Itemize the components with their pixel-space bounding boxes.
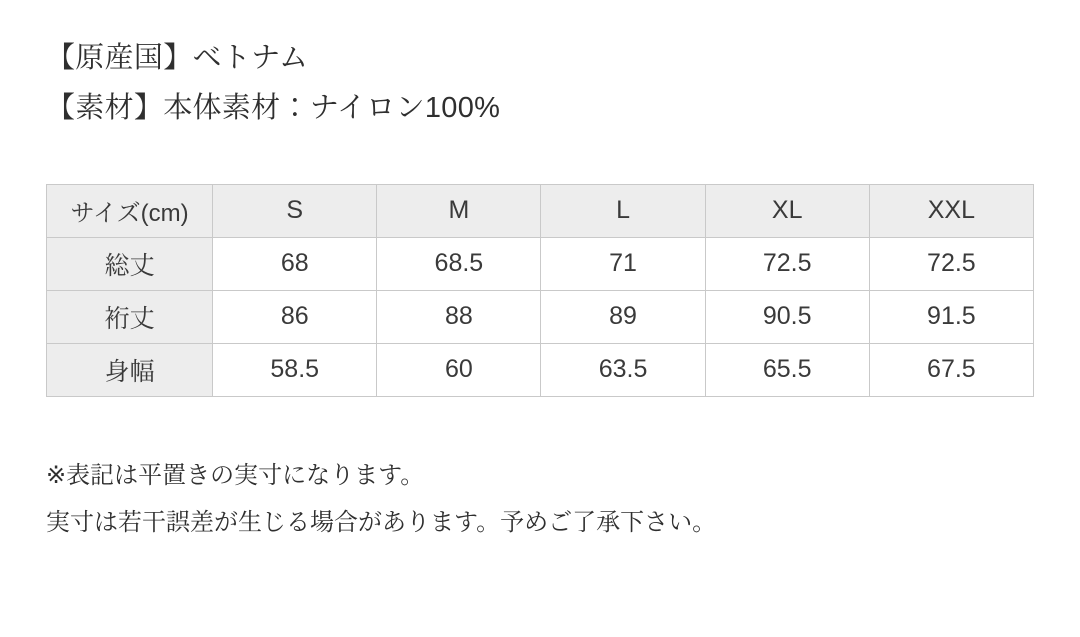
material-line: 【素材】本体素材：ナイロン100% bbox=[46, 91, 501, 124]
cell-total-length-l: 71 bbox=[541, 237, 705, 290]
table-row bbox=[47, 343, 1034, 396]
size-table-wrapper bbox=[46, 184, 1034, 397]
cell-total-length-xxl: 72.5 bbox=[869, 237, 1033, 290]
cell-sleeve-length-xxl: 91.5 bbox=[869, 290, 1033, 343]
size-table bbox=[46, 184, 1034, 397]
table-row bbox=[47, 290, 1034, 343]
note-measurement-tolerance: 実寸は若干誤差が生じる場合があります。予めご了承下さい。 bbox=[46, 508, 717, 536]
cell-total-length-m: 68.5 bbox=[377, 237, 541, 290]
table-row bbox=[47, 237, 1034, 290]
cell-body-width-xxl: 67.5 bbox=[869, 343, 1033, 396]
cell-sleeve-length-l: 89 bbox=[541, 290, 705, 343]
cell-sleeve-length-m: 88 bbox=[377, 290, 541, 343]
cell-total-length-s: 68 bbox=[213, 237, 377, 290]
column-header-l: L bbox=[541, 184, 705, 237]
column-header-xxl: XXL bbox=[869, 184, 1033, 237]
cell-body-width-s: 58.5 bbox=[213, 343, 377, 396]
row-header-total-length: 総丈 bbox=[47, 237, 213, 290]
note-flat-measurement: ※表記は平置きの実寸になります。 bbox=[46, 461, 425, 489]
row-header-body-width: 身幅 bbox=[47, 343, 213, 396]
column-header-m: M bbox=[377, 184, 541, 237]
cell-body-width-l: 63.5 bbox=[541, 343, 705, 396]
column-header-xl: XL bbox=[705, 184, 869, 237]
cell-body-width-xl: 65.5 bbox=[705, 343, 869, 396]
row-header-sleeve-length: 裄丈 bbox=[47, 290, 213, 343]
size-unit-header: サイズ(cm) bbox=[47, 184, 213, 237]
cell-body-width-m: 60 bbox=[377, 343, 541, 396]
cell-sleeve-length-xl: 90.5 bbox=[705, 290, 869, 343]
notes-block bbox=[46, 453, 1034, 547]
intro-block bbox=[46, 0, 1034, 134]
cell-sleeve-length-s: 86 bbox=[213, 290, 377, 343]
origin-country-line: 【原産国】ベトナム bbox=[46, 42, 309, 74]
cell-total-length-xl: 72.5 bbox=[705, 237, 869, 290]
column-header-s: S bbox=[213, 184, 377, 237]
table-header-row bbox=[47, 184, 1034, 237]
